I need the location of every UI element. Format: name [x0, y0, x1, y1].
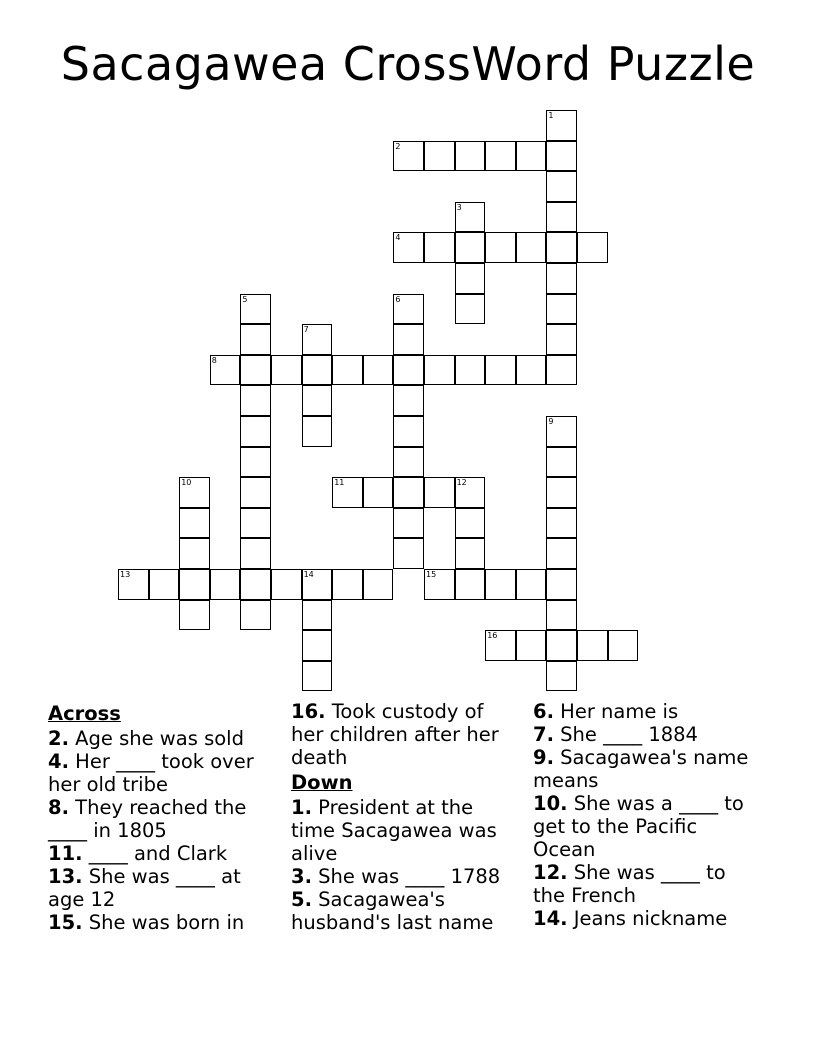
clue-text: She was ____ to the French: [533, 861, 726, 907]
grid-cell[interactable]: [393, 416, 424, 447]
grid-cell[interactable]: [240, 355, 271, 386]
clue-text: Sacagawea's husband's last name: [291, 888, 494, 934]
grid-cell[interactable]: [455, 538, 486, 569]
clue-item: [291, 865, 521, 888]
page-title: Sacagawea CrossWord Puzzle: [60, 37, 756, 91]
clue-item: [533, 723, 758, 746]
clue-text: She was ____ 1788: [311, 865, 501, 888]
clue-number-label: 11: [334, 478, 345, 488]
clue-item: [533, 746, 758, 792]
clue-number-label: 8: [211, 355, 217, 365]
clue-number: 5.: [291, 888, 312, 911]
grid-cell[interactable]: [393, 232, 424, 263]
grid-cell[interactable]: [424, 232, 455, 263]
grid-cell[interactable]: [363, 477, 394, 508]
grid-cell[interactable]: [240, 538, 271, 569]
clue-number-label: 13: [120, 570, 131, 579]
grid-cell[interactable]: [516, 630, 547, 661]
grid-cell[interactable]: [455, 202, 486, 233]
grid-cell[interactable]: [485, 141, 516, 172]
grid-cell[interactable]: [455, 477, 486, 508]
grid-cell[interactable]: [271, 569, 302, 600]
grid-cell[interactable]: [393, 538, 424, 569]
grid-cell[interactable]: [240, 477, 271, 508]
clue-number-label: 5: [242, 294, 248, 304]
clue-number: 11.: [48, 842, 83, 865]
grid-cell[interactable]: [546, 141, 577, 172]
grid-cell[interactable]: [240, 447, 271, 478]
grid-cell[interactable]: [516, 141, 547, 172]
grid-cell[interactable]: [424, 355, 455, 386]
grid-cell[interactable]: [393, 477, 424, 508]
clue-number-label: 9: [548, 417, 554, 426]
grid-cell[interactable]: [455, 263, 486, 294]
grid-cell[interactable]: [485, 232, 516, 263]
down-heading: Down: [291, 771, 353, 794]
clue-item: [533, 861, 758, 907]
grid-cell[interactable]: [577, 630, 608, 661]
grid-cell[interactable]: [363, 569, 394, 600]
clue-number-label: 14: [303, 570, 314, 579]
grid-cell[interactable]: [118, 569, 149, 600]
clue-text: Took custody of her children after her death: [291, 700, 499, 769]
grid-cell[interactable]: [455, 355, 486, 386]
clue-item: [48, 911, 273, 934]
clue-text: President at the time Sacagawea was alive: [291, 796, 497, 865]
grid-cell[interactable]: [302, 324, 333, 355]
clue-number-label: 12: [456, 478, 467, 488]
grid-cell[interactable]: [546, 661, 577, 692]
clue-number: 1.: [291, 796, 312, 819]
clue-text: Age she was sold: [68, 727, 244, 750]
grid-cell[interactable]: [546, 294, 577, 325]
clue-item: [48, 796, 273, 842]
grid-cell[interactable]: [179, 477, 210, 508]
clue-item: [291, 700, 521, 769]
clue-number: 3.: [291, 865, 312, 888]
grid-cell[interactable]: [546, 202, 577, 233]
grid-cell[interactable]: [424, 141, 455, 172]
grid-cell[interactable]: [455, 294, 486, 325]
clue-item: [533, 907, 758, 930]
clue-number-label: 10: [181, 478, 192, 488]
grid-cell[interactable]: [424, 477, 455, 508]
grid-cell[interactable]: [179, 600, 210, 631]
clue-item: [48, 750, 273, 796]
grid-cell[interactable]: [608, 630, 639, 661]
grid-cell[interactable]: [149, 569, 180, 600]
grid-cell[interactable]: [302, 385, 333, 416]
clue-number: 16.: [291, 700, 326, 723]
clue-column-3: [533, 700, 758, 930]
across-heading: Across: [48, 702, 121, 725]
clue-text: Her ____ took over her old tribe: [48, 750, 254, 796]
grid-cell[interactable]: [393, 508, 424, 539]
clue-number-label: 4: [395, 233, 401, 243]
clue-item: [533, 792, 758, 861]
grid-cell[interactable]: [546, 232, 577, 263]
clue-number: 13.: [48, 865, 83, 888]
grid-cell[interactable]: [302, 355, 333, 386]
clue-number: 6.: [533, 700, 554, 723]
grid-cell[interactable]: [516, 232, 547, 263]
grid-cell[interactable]: [577, 232, 608, 263]
grid-cell[interactable]: [546, 171, 577, 202]
grid-cell[interactable]: [546, 447, 577, 478]
clue-number-label: 1: [548, 111, 554, 120]
grid-cell[interactable]: [179, 538, 210, 569]
grid-cell[interactable]: [516, 355, 547, 386]
grid-cell[interactable]: [393, 324, 424, 355]
grid-cell[interactable]: [179, 569, 210, 600]
grid-cell[interactable]: [302, 416, 333, 447]
clue-text: She was ____ at age 12: [48, 865, 241, 911]
grid-cell[interactable]: [179, 508, 210, 539]
grid-cell[interactable]: [546, 538, 577, 569]
grid-cell[interactable]: [393, 447, 424, 478]
grid-cell[interactable]: [363, 355, 394, 386]
clue-text: ____ and Clark: [82, 842, 228, 865]
clue-number-label: 6: [395, 294, 401, 304]
grid-cell[interactable]: [485, 355, 516, 386]
clue-item: [48, 865, 273, 911]
grid-cell[interactable]: [302, 630, 333, 661]
grid-cell[interactable]: [546, 263, 577, 294]
clue-number: 2.: [48, 727, 69, 750]
grid-cell[interactable]: [455, 141, 486, 172]
grid-cell[interactable]: [546, 110, 577, 141]
grid-cell[interactable]: [240, 385, 271, 416]
grid-cell[interactable]: [485, 569, 516, 600]
grid-cell[interactable]: [393, 355, 424, 386]
grid-cell[interactable]: [240, 508, 271, 539]
clue-number-label: 15: [426, 570, 437, 579]
grid-cell[interactable]: [455, 232, 486, 263]
grid-cell[interactable]: [546, 477, 577, 508]
clue-text: They reached the ____ in 1805: [48, 796, 247, 842]
clue-item: [533, 700, 758, 723]
grid-cell[interactable]: [455, 569, 486, 600]
grid-cell[interactable]: [424, 569, 455, 600]
clue-number-label: 3: [456, 202, 462, 212]
clue-number-label: 2: [395, 141, 401, 151]
clue-text: She was born in: [82, 911, 245, 934]
clue-text: Jeans nickname: [567, 907, 728, 930]
grid-cell[interactable]: [546, 508, 577, 539]
clue-column-2: [291, 700, 521, 934]
grid-cell[interactable]: [302, 569, 333, 600]
grid-cell[interactable]: [393, 385, 424, 416]
clue-item: [291, 796, 521, 865]
grid-cell[interactable]: [240, 416, 271, 447]
grid-cell[interactable]: [546, 324, 577, 355]
grid-cell[interactable]: [455, 508, 486, 539]
grid-cell[interactable]: [210, 355, 241, 386]
grid-cell[interactable]: [485, 630, 516, 661]
grid-cell[interactable]: [546, 416, 577, 447]
clue-number-label: 16: [487, 631, 498, 641]
grid-cell[interactable]: [332, 569, 363, 600]
clue-column-1: [48, 700, 273, 934]
clue-item: [291, 888, 521, 934]
clue-number: 4.: [48, 750, 69, 773]
grid-cell[interactable]: [393, 294, 424, 325]
grid-cell[interactable]: [332, 477, 363, 508]
grid-cell[interactable]: [516, 569, 547, 600]
clue-number: 10.: [533, 792, 568, 815]
clue-item: [48, 842, 273, 865]
clue-text: Sacagawea's name means: [533, 746, 749, 792]
clue-number: 15.: [48, 911, 83, 934]
grid-cell[interactable]: [546, 355, 577, 386]
grid-cell[interactable]: [302, 600, 333, 631]
grid-cell[interactable]: [546, 630, 577, 661]
grid-cell[interactable]: [546, 569, 577, 600]
grid-cell[interactable]: [240, 324, 271, 355]
clue-number: 12.: [533, 861, 568, 884]
grid-cell[interactable]: [393, 141, 424, 172]
clue-item: [48, 727, 273, 750]
clue-number: 14.: [533, 907, 568, 930]
clue-number-label: 7: [303, 325, 309, 335]
grid-cell[interactable]: [546, 600, 577, 631]
grid-cell[interactable]: [332, 355, 363, 386]
clue-number: 9.: [533, 746, 554, 769]
grid-cell[interactable]: [240, 294, 271, 325]
grid-cell[interactable]: [240, 600, 271, 631]
grid-cell[interactable]: [271, 355, 302, 386]
clue-text: She ____ 1884: [553, 723, 698, 746]
clue-number: 8.: [48, 796, 69, 819]
clue-text: Her name is: [553, 700, 679, 723]
clue-text: She was a ____ to get to the Pacific Ocean: [533, 792, 744, 861]
clue-number: 7.: [533, 723, 554, 746]
grid-cell[interactable]: [210, 569, 241, 600]
grid-cell[interactable]: [302, 661, 333, 692]
grid-cell[interactable]: [240, 569, 271, 600]
